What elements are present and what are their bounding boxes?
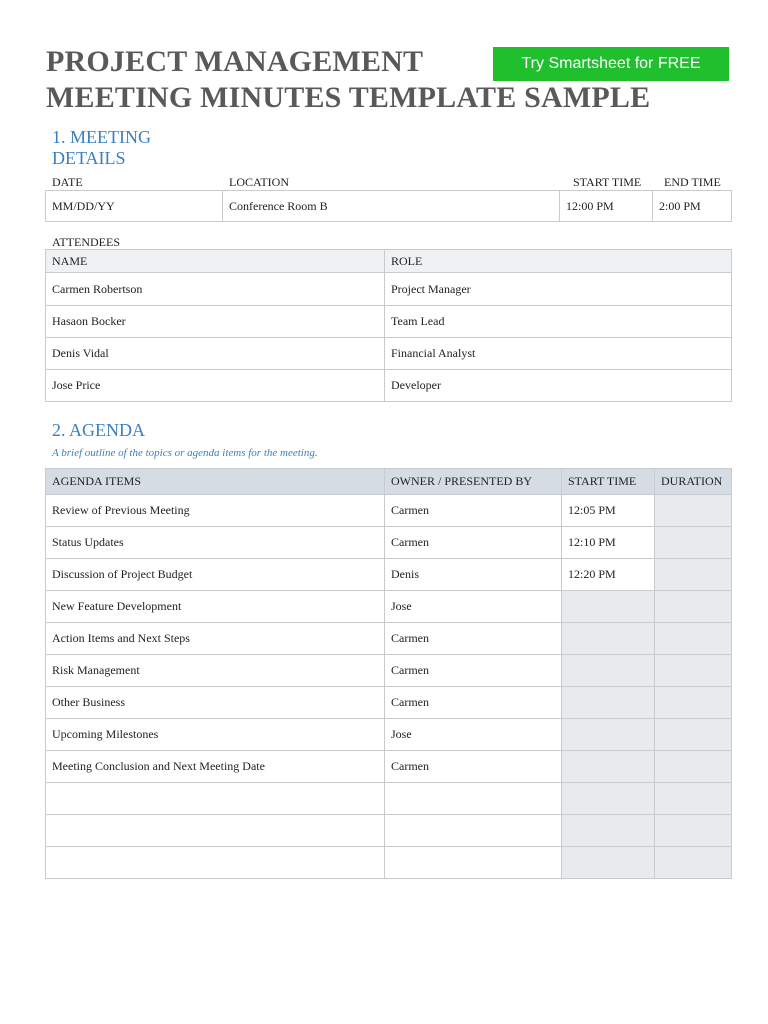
agenda-owner[interactable]: Jose <box>385 591 562 623</box>
agenda-item[interactable]: Discussion of Project Budget <box>46 559 385 591</box>
agenda-start-time[interactable] <box>562 655 655 687</box>
agenda-start-time[interactable] <box>562 623 655 655</box>
agenda-duration[interactable] <box>655 591 732 623</box>
agenda-heading: 2. AGENDA <box>52 420 145 440</box>
agenda-owner[interactable]: Jose <box>385 719 562 751</box>
agenda-duration[interactable] <box>655 847 732 879</box>
end-time-field[interactable]: 2:00 PM <box>653 191 732 222</box>
role-column-header: ROLE <box>385 250 732 273</box>
meeting-details-table <box>45 190 732 222</box>
attendee-row <box>46 370 732 402</box>
agenda-duration[interactable] <box>655 815 732 847</box>
meeting-details-row <box>46 191 732 222</box>
agenda-row <box>46 591 732 623</box>
agenda-start-time[interactable] <box>562 783 655 815</box>
agenda-items-column-header: AGENDA ITEMS <box>46 469 385 495</box>
agenda-owner[interactable] <box>385 815 562 847</box>
duration-column-header: DURATION <box>655 469 732 495</box>
agenda-duration[interactable] <box>655 559 732 591</box>
agenda-body <box>46 495 732 879</box>
meeting-details-heading-line-1: 1. MEETING <box>52 127 151 147</box>
agenda-item[interactable] <box>46 847 385 879</box>
agenda-owner[interactable] <box>385 783 562 815</box>
agenda-row <box>46 815 732 847</box>
agenda-duration[interactable] <box>655 751 732 783</box>
agenda-duration[interactable] <box>655 719 732 751</box>
agenda-duration[interactable] <box>655 783 732 815</box>
attendees-header-row <box>46 250 732 273</box>
attendee-row <box>46 306 732 338</box>
attendee-row <box>46 338 732 370</box>
agenda-start-time[interactable] <box>562 815 655 847</box>
attendee-role[interactable]: Team Lead <box>385 306 732 338</box>
end-time-label: END TIME <box>664 175 721 189</box>
agenda-owner[interactable]: Carmen <box>385 623 562 655</box>
agenda-owner[interactable]: Carmen <box>385 527 562 559</box>
agenda-owner[interactable]: Carmen <box>385 751 562 783</box>
try-smartsheet-button[interactable]: Try Smartsheet for FREE <box>493 47 729 81</box>
attendee-role[interactable]: Developer <box>385 370 732 402</box>
agenda-duration[interactable] <box>655 495 732 527</box>
agenda-row <box>46 751 732 783</box>
agenda-duration[interactable] <box>655 623 732 655</box>
agenda-item[interactable]: Meeting Conclusion and Next Meeting Date <box>46 751 385 783</box>
location-field[interactable]: Conference Room B <box>223 191 560 222</box>
meeting-details-heading-line-2: DETAILS <box>52 148 126 168</box>
agenda-table <box>45 468 732 879</box>
attendee-row <box>46 273 732 306</box>
agenda-start-time-column-header: START TIME <box>562 469 655 495</box>
agenda-item[interactable]: Upcoming Milestones <box>46 719 385 751</box>
agenda-row <box>46 623 732 655</box>
agenda-duration[interactable] <box>655 687 732 719</box>
agenda-start-time[interactable] <box>562 751 655 783</box>
attendee-role[interactable]: Financial Analyst <box>385 338 732 370</box>
agenda-item[interactable]: Status Updates <box>46 527 385 559</box>
name-column-header: NAME <box>46 250 385 273</box>
start-time-label: START TIME <box>573 175 642 189</box>
attendee-name[interactable]: Jose Price <box>46 370 385 402</box>
attendees-label: ATTENDEES <box>52 235 120 249</box>
attendee-name[interactable]: Denis Vidal <box>46 338 385 370</box>
agenda-item[interactable]: Other Business <box>46 687 385 719</box>
agenda-row <box>46 527 732 559</box>
attendee-name[interactable]: Hasaon Bocker <box>46 306 385 338</box>
page-title-line-2: MEETING MINUTES TEMPLATE SAMPLE <box>46 81 651 114</box>
agenda-owner[interactable]: Carmen <box>385 687 562 719</box>
agenda-start-time[interactable] <box>562 687 655 719</box>
date-field[interactable]: MM/DD/YY <box>46 191 223 222</box>
attendee-role[interactable]: Project Manager <box>385 273 732 306</box>
agenda-item[interactable] <box>46 815 385 847</box>
agenda-owner[interactable] <box>385 847 562 879</box>
agenda-item[interactable]: New Feature Development <box>46 591 385 623</box>
agenda-start-time[interactable] <box>562 719 655 751</box>
agenda-row <box>46 719 732 751</box>
date-label: DATE <box>52 175 83 189</box>
start-time-field[interactable]: 12:00 PM <box>560 191 653 222</box>
location-label: LOCATION <box>229 175 289 189</box>
agenda-item[interactable] <box>46 783 385 815</box>
agenda-header-row <box>46 469 732 495</box>
page-title-line-1: PROJECT MANAGEMENT <box>46 45 424 78</box>
agenda-item[interactable]: Review of Previous Meeting <box>46 495 385 527</box>
agenda-owner[interactable]: Carmen <box>385 495 562 527</box>
agenda-row <box>46 847 732 879</box>
agenda-owner[interactable]: Carmen <box>385 655 562 687</box>
agenda-start-time[interactable]: 12:20 PM <box>562 559 655 591</box>
agenda-item[interactable]: Action Items and Next Steps <box>46 623 385 655</box>
agenda-owner[interactable]: Denis <box>385 559 562 591</box>
agenda-subtitle: A brief outline of the topics or agenda items for the meeting. <box>52 447 318 459</box>
agenda-start-time[interactable] <box>562 847 655 879</box>
attendee-name[interactable]: Carmen Robertson <box>46 273 385 306</box>
agenda-row <box>46 783 732 815</box>
meeting-details-heading <box>52 127 151 169</box>
owner-column-header: OWNER / PRESENTED BY <box>385 469 562 495</box>
agenda-row <box>46 687 732 719</box>
agenda-start-time[interactable]: 12:05 PM <box>562 495 655 527</box>
attendees-table <box>45 249 732 402</box>
agenda-item[interactable]: Risk Management <box>46 655 385 687</box>
agenda-row <box>46 495 732 527</box>
agenda-row <box>46 559 732 591</box>
agenda-start-time[interactable]: 12:10 PM <box>562 527 655 559</box>
agenda-duration[interactable] <box>655 527 732 559</box>
agenda-duration[interactable] <box>655 655 732 687</box>
agenda-row <box>46 655 732 687</box>
agenda-start-time[interactable] <box>562 591 655 623</box>
